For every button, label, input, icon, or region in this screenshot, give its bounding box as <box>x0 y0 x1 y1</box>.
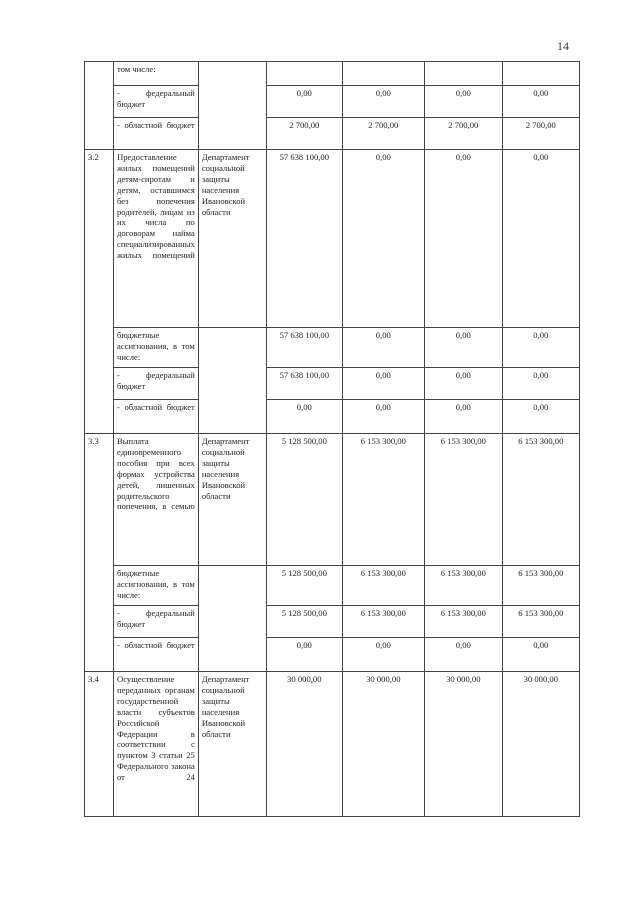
executor-cell <box>198 328 266 434</box>
amount-cell-2 <box>342 62 424 86</box>
amount-cell-3: 30 000,00 <box>424 672 502 817</box>
amount-cell-4: 30 000,00 <box>502 672 579 817</box>
table-row <box>85 606 580 638</box>
amount-cell-3: 0,00 <box>424 328 502 368</box>
amount-cell-3: 0,00 <box>424 638 502 672</box>
item-name-cell: Осуществление переданных органам государственной власти субъектов Российской Федерации в соответствии с пунктом 3 статьи 25 Федерального закона от 24 <box>114 672 199 817</box>
item-name-cell: том числе: <box>114 62 199 86</box>
row-number-cell: 3.3 <box>85 434 114 672</box>
item-name-cell: - областной бюджет <box>114 118 199 150</box>
amount-cell-1: 2 700,00 <box>266 118 342 150</box>
executor-cell: Департамент социальной защиты населения Ивановской области <box>198 672 266 817</box>
amount-cell-1: 0,00 <box>266 638 342 672</box>
item-name-cell: - областной бюджет <box>114 400 199 434</box>
amount-cell-1: 57 638 100,00 <box>266 328 342 368</box>
budget-table <box>84 61 580 817</box>
executor-cell <box>198 566 266 672</box>
item-name-cell: бюджетные ассигнования, в том числе: <box>114 328 199 368</box>
amount-cell-4: 0,00 <box>502 150 579 328</box>
amount-cell-3: 2 700,00 <box>424 118 502 150</box>
item-name-cell: - областной бюджет <box>114 638 199 672</box>
amount-cell-2: 6 153 300,00 <box>342 566 424 606</box>
amount-cell-4: 0,00 <box>502 86 579 118</box>
amount-cell-1: 30 000,00 <box>266 672 342 817</box>
table-row <box>85 150 580 328</box>
amount-cell-1: 0,00 <box>266 86 342 118</box>
amount-cell-2: 0,00 <box>342 328 424 368</box>
item-name-cell: - федеральный бюджет <box>114 368 199 400</box>
amount-cell-1: 57 638 100,00 <box>266 368 342 400</box>
table-row <box>85 672 580 817</box>
amount-cell-3: 0,00 <box>424 150 502 328</box>
table-row <box>85 566 580 606</box>
amount-cell-1: 0,00 <box>266 400 342 434</box>
table-row <box>85 400 580 434</box>
amount-cell-1: 57 638 100,00 <box>266 150 342 328</box>
row-number-cell <box>85 62 114 150</box>
executor-cell: Департамент социальной защиты населения Ивановской области <box>198 434 266 566</box>
amount-cell-4: 0,00 <box>502 638 579 672</box>
executor-cell <box>198 62 266 150</box>
amount-cell-4 <box>502 62 579 86</box>
amount-cell-4: 0,00 <box>502 368 579 400</box>
amount-cell-4: 6 153 300,00 <box>502 434 579 566</box>
item-name-cell: - федеральный бюджет <box>114 606 199 638</box>
amount-cell-4: 6 153 300,00 <box>502 566 579 606</box>
amount-cell-2: 0,00 <box>342 150 424 328</box>
item-name-cell: бюджетные ассигнования, в том числе: <box>114 566 199 606</box>
amount-cell-4: 0,00 <box>502 328 579 368</box>
amount-cell-2: 6 153 300,00 <box>342 434 424 566</box>
amount-cell-3: 6 153 300,00 <box>424 566 502 606</box>
amount-cell-4: 0,00 <box>502 400 579 434</box>
table-row <box>85 86 580 118</box>
table-row <box>85 434 580 566</box>
executor-cell: Департамент социальной защиты населения Ивановской области <box>198 150 266 328</box>
item-name-cell: Выплата единовременного пособия при всех формах устройства детей, лишенных родительского попечения, в семью <box>114 434 199 566</box>
amount-cell-2: 2 700,00 <box>342 118 424 150</box>
amount-cell-1: 5 128 500,00 <box>266 606 342 638</box>
item-name-cell: - федеральный бюджет <box>114 86 199 118</box>
amount-cell-3: 6 153 300,00 <box>424 434 502 566</box>
amount-cell-1: 5 128 500,00 <box>266 434 342 566</box>
amount-cell-3: 0,00 <box>424 368 502 400</box>
amount-cell-2: 6 153 300,00 <box>342 606 424 638</box>
amount-cell-3: 0,00 <box>424 86 502 118</box>
table-row <box>85 62 580 86</box>
amount-cell-3: 0,00 <box>424 400 502 434</box>
amount-cell-2: 0,00 <box>342 638 424 672</box>
table-row <box>85 328 580 368</box>
row-number-cell: 3.2 <box>85 150 114 434</box>
amount-cell-2: 30 000,00 <box>342 672 424 817</box>
table-row <box>85 368 580 400</box>
page-number: 14 <box>557 39 569 53</box>
amount-cell-1: 5 128 500,00 <box>266 566 342 606</box>
amount-cell-4: 2 700,00 <box>502 118 579 150</box>
amount-cell-2: 0,00 <box>342 400 424 434</box>
row-number-cell: 3.4 <box>85 672 114 817</box>
amount-cell-4: 6 153 300,00 <box>502 606 579 638</box>
amount-cell-3: 6 153 300,00 <box>424 606 502 638</box>
amount-cell-2: 0,00 <box>342 86 424 118</box>
table-row <box>85 638 580 672</box>
amount-cell-1 <box>266 62 342 86</box>
amount-cell-3 <box>424 62 502 86</box>
amount-cell-2: 0,00 <box>342 368 424 400</box>
item-name-cell: Предоставление жилых помещений детям-сиротам и детям, оставшимся без попечения родителей, лицам из их числа по договорам найма специализированных жилых помещений <box>114 150 199 328</box>
table-row <box>85 118 580 150</box>
